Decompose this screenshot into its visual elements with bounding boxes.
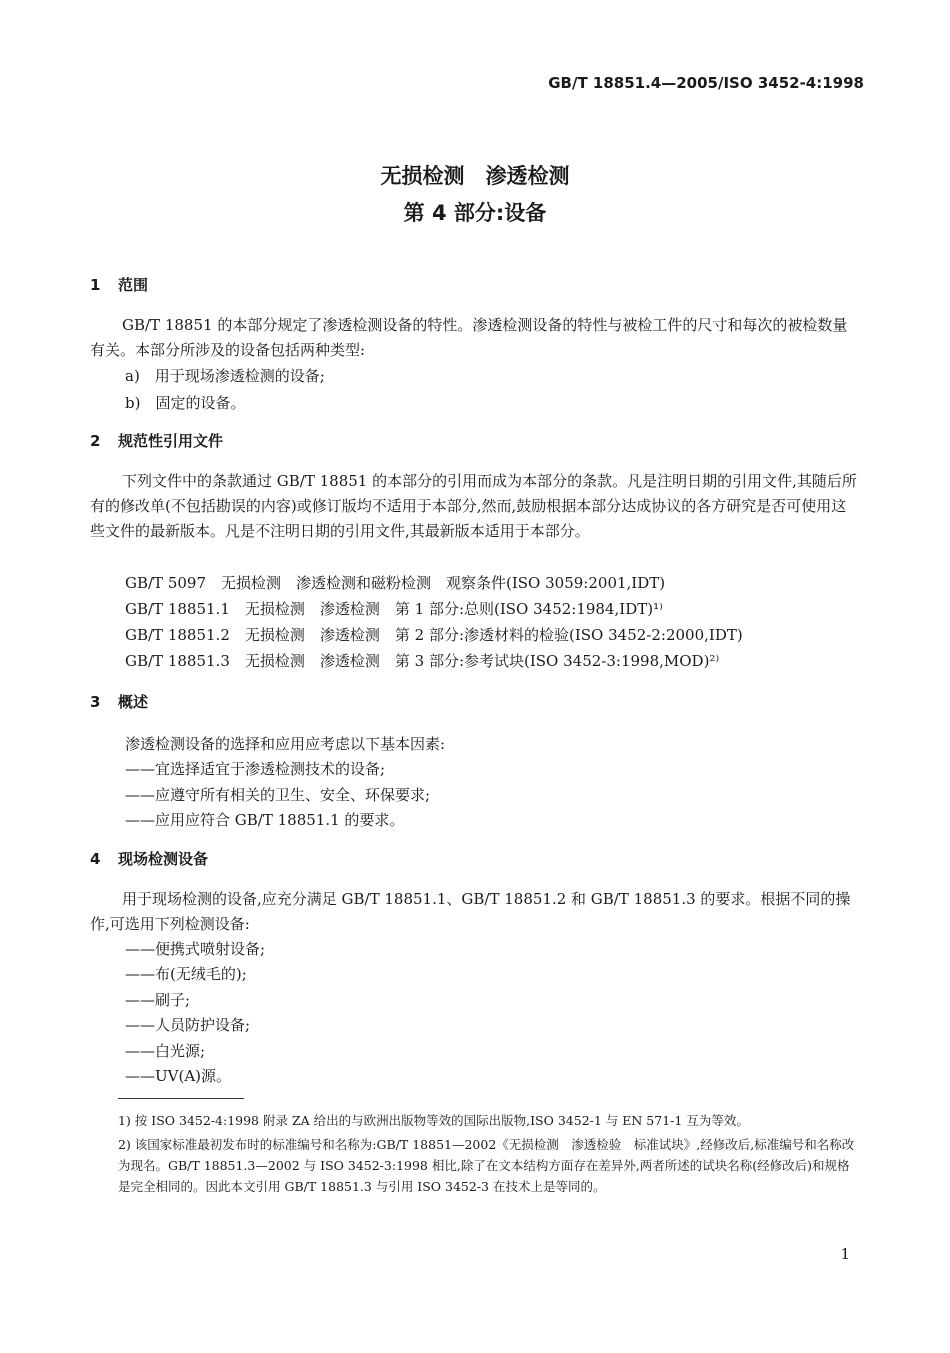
section-title: 规范性引用文件	[118, 432, 224, 450]
page-number: 1	[840, 1245, 850, 1263]
footnote-separator	[118, 1098, 244, 1099]
list-item: b) 固定的设备。	[125, 394, 246, 412]
section-2-heading	[90, 430, 223, 451]
reference-item: GB/T 5097 无损检测 渗透检测和磁粉检测 观察条件(ISO 3059:2001,IDT)	[125, 574, 666, 592]
list-item: a) 用于现场渗透检测的设备;	[125, 367, 325, 385]
standard-code: GB/T 18851.4—2005/ISO 3452-4:1998	[548, 74, 864, 92]
title-line-1: 无损检测 渗透检测	[380, 164, 570, 188]
section-2-paragraph: 下列文件中的条款通过 GB/T 18851 的本部分的引用而成为本部分的条款。凡是注明日期的引用文件,其随后所有的修改单(不包括勘误的内容)或修订版均不适用于本部分,然而,鼓励根据本部分达成协议的各方研究是否可使用这些文件的最新版本。凡是不注明日期的引用文件,其最新版本适用于本部分。	[90, 472, 857, 540]
section-4-paragraph: 用于现场检测的设备,应充分满足 GB/T 18851.1、GB/T 18851.2 和 GB/T 18851.3 的要求。根据不同的操作,可选用下列检测设备:	[90, 890, 851, 933]
reference-item: GB/T 18851.2 无损检测 渗透检测 第 2 部分:渗透材料的检验(ISO 3452-2:2000,IDT)	[125, 626, 743, 644]
section-1-paragraph: GB/T 18851 的本部分规定了渗透检测设备的特性。渗透检测设备的特性与被检工件的尺寸和每次的被检数量有关。本部分所涉及的设备包括两种类型:	[90, 316, 848, 359]
list-item: ——UV(A)源。	[125, 1067, 232, 1085]
list-item: ——宜选择适宜于渗透检测技术的设备;	[125, 760, 386, 778]
section-4-heading	[90, 848, 208, 869]
section-3-heading	[90, 691, 148, 712]
list-item: ——刷子;	[125, 991, 191, 1009]
section-3-intro: 渗透检测设备的选择和应用应考虑以下基本因素:	[125, 735, 446, 753]
title-line-2: 第 4 部分:设备	[403, 201, 547, 225]
section-number: 1	[90, 276, 101, 294]
section-title: 现场检测设备	[118, 850, 209, 868]
section-title: 范围	[118, 276, 149, 294]
reference-item: GB/T 18851.1 无损检测 渗透检测 第 1 部分:总则(ISO 3452:1984,IDT)¹⁾	[125, 600, 663, 618]
reference-item: GB/T 18851.3 无损检测 渗透检测 第 3 部分:参考试块(ISO 3452-3:1998,MOD)²⁾	[125, 652, 720, 670]
section-number: 3	[90, 693, 101, 711]
section-number: 2	[90, 432, 101, 450]
list-item: ——应用应符合 GB/T 18851.1 的要求。	[125, 811, 405, 829]
list-item: ——应遵守所有相关的卫生、安全、环保要求;	[125, 786, 431, 804]
list-item: ——人员防护设备;	[125, 1016, 251, 1034]
section-1-heading	[90, 274, 148, 295]
footnote-2: 2) 该国家标准最初发布时的标准编号和名称为:GB/T 18851—2002《无损检测 渗透检验 标准试块》,经修改后,标准编号和名称改为现名。GB/T 18851.3—2002 与 ISO 3452-3:1998 相比,除了在文本结构方面存在差异外,两者所述的试块名称(经修改后)和规格是完全相同的。因此本文引用 GB/T 18851.3 与引用 ISO 3452-3 在技术上是等同的。	[118, 1137, 855, 1194]
section-number: 4	[90, 850, 101, 868]
list-item: ——白光源;	[125, 1042, 206, 1060]
footnote-1: 1) 按 ISO 3452-4:1998 附录 ZA 给出的与欧洲出版物等效的国际出版物,ISO 3452-1 与 EN 571-1 互为等效。	[118, 1113, 749, 1128]
list-item: ——布(无绒毛的);	[125, 965, 247, 983]
section-title: 概述	[118, 693, 149, 711]
list-item: ——便携式喷射设备;	[125, 940, 266, 958]
